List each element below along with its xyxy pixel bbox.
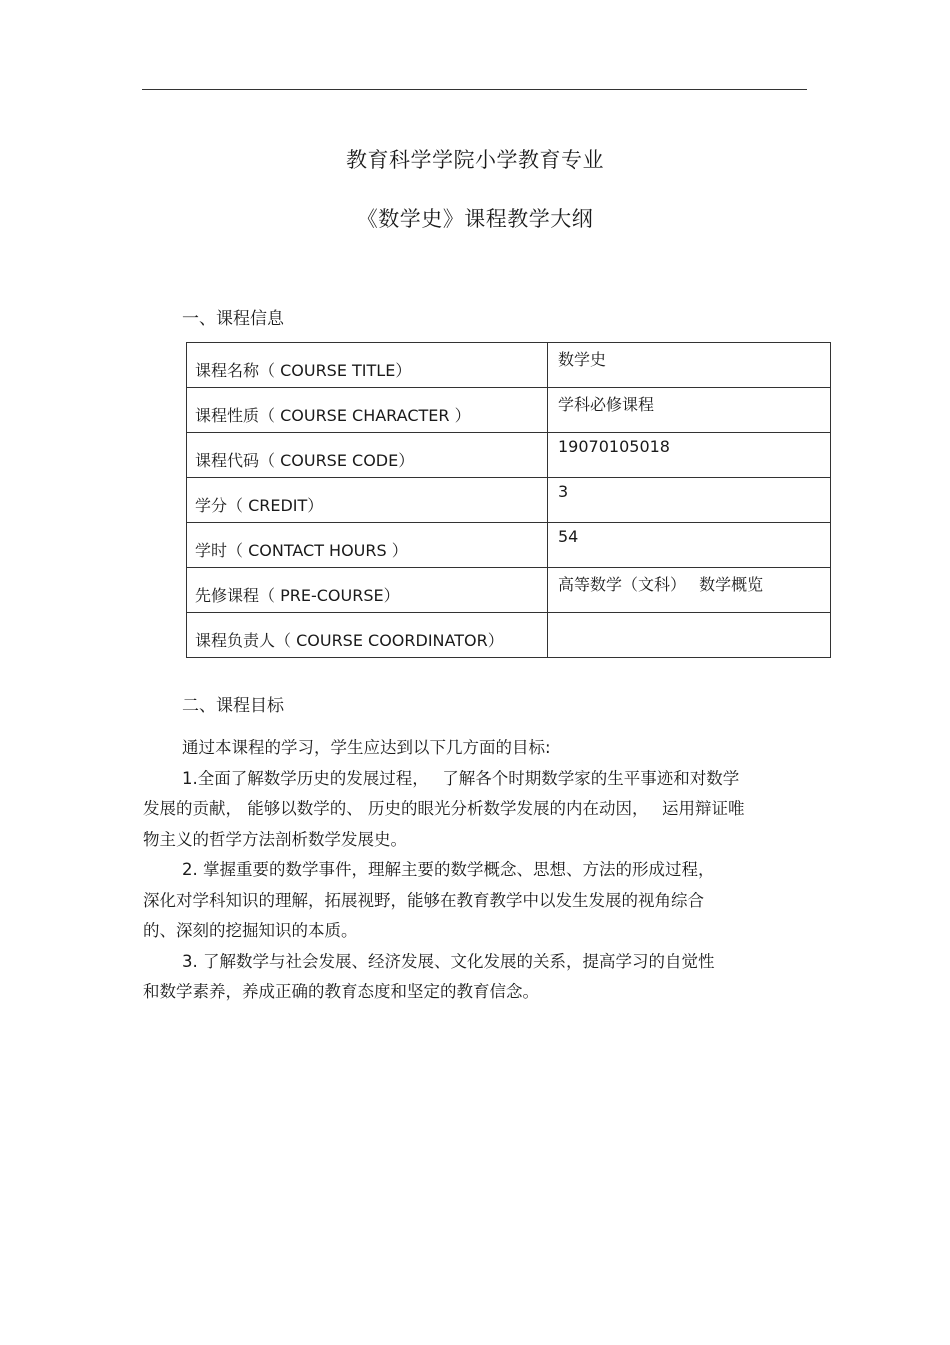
course-code-label: 课程代码（ COURSE CODE） bbox=[187, 433, 548, 478]
course-title-value: 数学史 bbox=[548, 343, 831, 388]
table-row bbox=[187, 613, 831, 658]
table-row bbox=[187, 343, 831, 388]
course-character-value: 学科必修课程 bbox=[548, 388, 831, 433]
contact-hours-value: 54 bbox=[548, 523, 831, 568]
course-code-value: 19070105018 bbox=[548, 433, 831, 478]
table-row bbox=[187, 523, 831, 568]
section-heading-course-info: 一、课程信息 bbox=[182, 309, 284, 329]
table-row bbox=[187, 568, 831, 613]
pre-course-label: 先修课程（ PRE-COURSE） bbox=[187, 568, 548, 613]
objectives-body bbox=[143, 733, 813, 1008]
header-rule bbox=[142, 89, 807, 90]
objective-1-line1: 1.全面了解数学历史的发展过程， 了解各个时期数学家的生平事迹和对数学 bbox=[182, 768, 740, 788]
credit-label: 学分（ CREDIT） bbox=[187, 478, 548, 523]
objective-2-line2: 深化对学科知识的理解，拓展视野，能够在教育教学中以发生发展的视角综合 bbox=[143, 890, 704, 910]
table-row bbox=[187, 433, 831, 478]
objective-3-line2: 和数学素养，养成正确的教育态度和坚定的教育信念。 bbox=[143, 982, 539, 1001]
course-info-table bbox=[186, 342, 831, 658]
table-row bbox=[187, 478, 831, 523]
course-coordinator-label: 课程负责人（ COURSE COORDINATOR） bbox=[187, 613, 548, 658]
table-row bbox=[187, 388, 831, 433]
objective-1-line3: 物主义的哲学方法剖析数学发展史。 bbox=[143, 829, 407, 849]
document-title-line2: 《数学史》课程教学大纲 bbox=[356, 207, 594, 231]
pre-course-value: 高等数学（文科） 数学概览 bbox=[548, 568, 831, 613]
document-title-line1: 教育科学学院小学教育专业 bbox=[346, 148, 604, 172]
objective-3-line1: 3. 了解数学与社会发展、经济发展、文化发展的关系，提高学习的自觉性 bbox=[182, 951, 715, 971]
credit-value: 3 bbox=[548, 478, 831, 523]
course-title-label: 课程名称（ COURSE TITLE） bbox=[187, 343, 548, 388]
objectives-intro: 通过本课程的学习，学生应达到以下几方面的目标: bbox=[182, 738, 551, 757]
objective-2-line1: 2. 掌握重要的数学事件，理解主要的数学概念、思想、方法的形成过程， bbox=[182, 860, 715, 879]
objective-2-line3: 的、深刻的挖掘知识的本质。 bbox=[143, 921, 358, 940]
contact-hours-label: 学时（ CONTACT HOURS ） bbox=[187, 523, 548, 568]
course-character-label: 课程性质（ COURSE CHARACTER ） bbox=[187, 388, 548, 433]
section-heading-objectives: 二、课程目标 bbox=[182, 696, 284, 716]
course-coordinator-value bbox=[548, 613, 831, 658]
objective-1-line2: 发展的贡献， 能够以数学的、 历史的眼光分析数学发展的内在动因， 运用辩证唯 bbox=[143, 799, 745, 818]
